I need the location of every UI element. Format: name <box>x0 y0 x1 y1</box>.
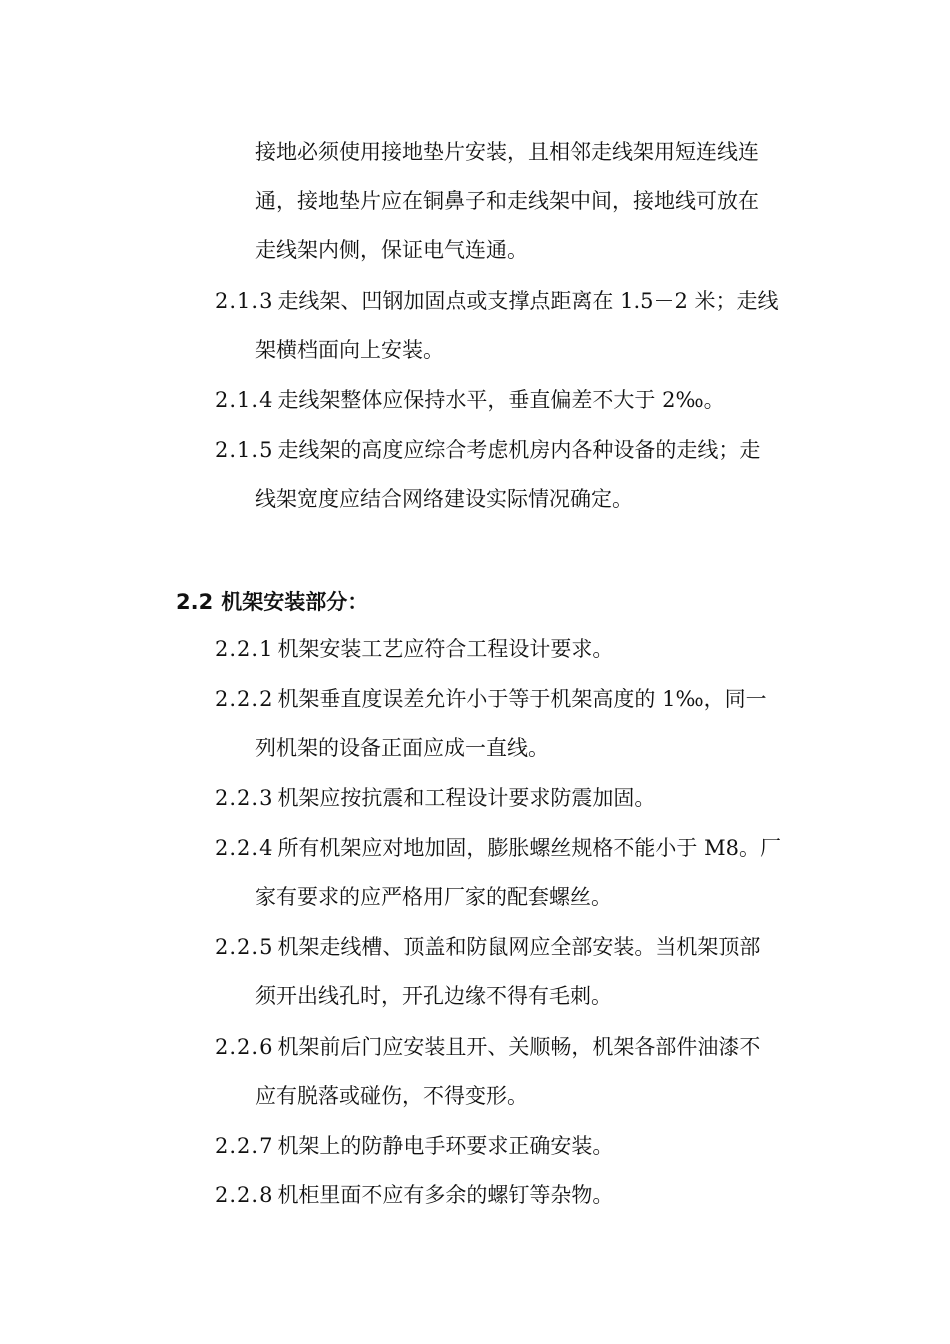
clause-line: 须开出线孔时，开孔边缘不得有毛刺。 <box>255 984 612 1008</box>
clause-2-2-8 <box>215 1171 815 1220</box>
clause-number: 2.1.5 <box>215 438 274 462</box>
clause-2-1-4 <box>215 376 815 425</box>
clause-first-line <box>215 277 815 326</box>
clause-text: 机架走线槽、顶盖和防鼠网应全部安装。当机架顶部 <box>277 935 761 959</box>
clause-2-2-2 <box>215 675 815 773</box>
clause-first-line <box>215 1023 815 1072</box>
clause-first-line <box>215 426 815 475</box>
clause-2-2-1 <box>215 625 815 674</box>
clause-2-2-4 <box>215 824 815 922</box>
clause-number: 2.1.3 <box>215 289 274 313</box>
clause-number: 2.2.3 <box>215 786 274 810</box>
clause-text: 机柜里面不应有多余的螺钉等杂物。 <box>277 1183 614 1207</box>
clause-line: 走线架内侧，保证电气连通。 <box>255 238 528 262</box>
clause-2-2-3 <box>215 774 815 823</box>
clause-line: 应有脱落或碰伤，不得变形。 <box>255 1084 528 1108</box>
clause-line: 列机架的设备正面应成一直线。 <box>255 736 549 760</box>
clause-first-line <box>215 376 815 425</box>
clause-text: 机架应按抗震和工程设计要求防震加固。 <box>277 786 656 810</box>
clause-number: 2.2.1 <box>215 637 274 661</box>
clause-line: 架横档面向上安装。 <box>255 338 444 362</box>
clause-text: 机架垂直度误差允许小于等于机架高度的 1‰，同一 <box>277 687 767 711</box>
clause-2-2-7 <box>215 1122 815 1171</box>
section-heading-2-2 <box>176 578 368 627</box>
clause-number: 2.1.4 <box>215 388 274 412</box>
section-title: 机架安装部分： <box>221 590 369 614</box>
clause-text: 机架上的防静电手环要求正确安装。 <box>277 1134 614 1158</box>
clause-first-line <box>215 824 815 873</box>
clause-2-2-5 <box>215 923 815 1021</box>
clause-line: 接地必须使用接地垫片安装，且相邻走线架用短连线连 <box>255 140 759 164</box>
clause-number: 2.2.2 <box>215 687 274 711</box>
clause-text: 走线架的高度应综合考虑机房内各种设备的走线；走 <box>277 438 761 462</box>
clause-number: 2.2.6 <box>215 1035 274 1059</box>
section-number: 2.2 <box>176 590 214 614</box>
clause-text: 机架前后门应安装且开、关顺畅，机架各部件油漆不 <box>277 1035 761 1059</box>
clause-first-line <box>215 625 815 674</box>
clause-number: 2.2.8 <box>215 1183 274 1207</box>
clause-line: 家有要求的应严格用厂家的配套螺丝。 <box>255 885 612 909</box>
clause-first-line <box>215 1171 815 1220</box>
clause-text: 走线架整体应保持水平，垂直偏差不大于 2‰。 <box>277 388 725 412</box>
clause-text: 走线架、凹钢加固点或支撑点距离在 1.5－2 米；走线 <box>277 289 779 313</box>
clause-2-1-2-continuation <box>215 128 815 275</box>
clause-2-1-5 <box>215 426 815 524</box>
clause-number: 2.2.4 <box>215 836 274 860</box>
clause-first-line <box>215 774 815 823</box>
clause-first-line <box>215 675 815 724</box>
clause-first-line <box>215 1122 815 1171</box>
clause-2-2-6 <box>215 1023 815 1121</box>
clause-line: 线架宽度应结合网络建设实际情况确定。 <box>255 487 633 511</box>
clause-first-line <box>215 923 815 972</box>
clause-line: 通，接地垫片应在铜鼻子和走线架中间，接地线可放在 <box>255 189 759 213</box>
clause-number: 2.2.5 <box>215 935 274 959</box>
clause-text: 所有机架应对地加固，膨胀螺丝规格不能小于 M8。厂 <box>277 836 781 860</box>
clause-text: 机架安装工艺应符合工程设计要求。 <box>277 637 614 661</box>
clause-2-1-3 <box>215 277 815 375</box>
clause-number: 2.2.7 <box>215 1134 274 1158</box>
